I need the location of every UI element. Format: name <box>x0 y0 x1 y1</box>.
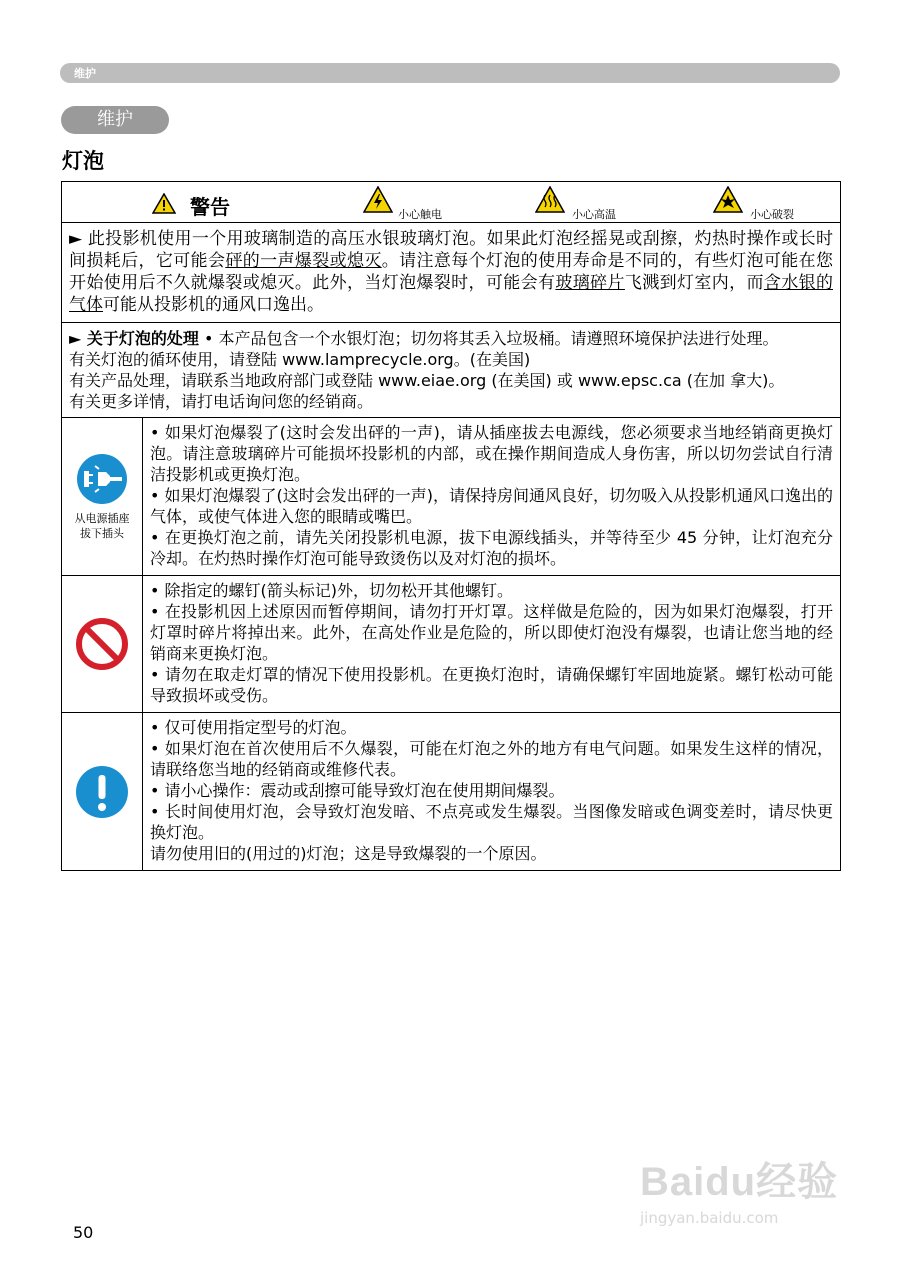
unplug-bullet-1: • 如果灯泡爆裂了(这时会发出砰的一声)，请从插座拔去电源线，您必须要求当地经销商更换灯泡。请注意玻璃碎片可能损坏投影机的内部，或在操作期间造成人身伤害，所以切勿尝试自行清洁投影机或更换灯泡。 <box>150 423 833 484</box>
section-tag: 维护 <box>74 67 96 80</box>
disposal-line: 有关产品处理，请联系当地政府部门或登陆 www.eiae.org (在美国) 或 www.epsc.ca (在加 拿大)。 <box>69 371 785 390</box>
caution-icon-cell <box>62 713 143 871</box>
caution-bullet-1: • 仅可使用指定型号的灯泡。 <box>150 718 357 737</box>
caution-bullet-4: • 长时间使用灯泡，会导致灯泡发暗、不点亮或发生爆裂。当图像发暗或色调变差时，请尽快更换灯泡。 <box>150 802 833 842</box>
page-number: 50 <box>73 1223 94 1242</box>
caution-bullet-5: 请勿使用旧的(用过的)灯泡；这是导致爆裂的一个原因。 <box>150 844 547 863</box>
watermark-url: jingyan.baidu.com <box>640 1209 779 1227</box>
lamp-warning-table <box>61 181 841 871</box>
recycle-line: 有关灯泡的循环使用，请登陆 www.lamprecycle.org。(在美国) <box>69 350 531 369</box>
caution-text-cell <box>143 713 841 871</box>
section-header-bar <box>60 63 840 83</box>
prohibit-bullet-1: • 除指定的螺钉(箭头标记)外，切勿松开其他螺钉。 <box>150 581 514 600</box>
watermark-brand: Baidu经验 <box>640 1160 839 1204</box>
caution-bullet-3: • 请小心操作：震动或刮擦可能导致灯泡在使用期间爆裂。 <box>150 781 565 800</box>
unplug-icon-cell <box>62 418 143 576</box>
disposal-cell <box>62 323 841 418</box>
title-pill: 维护 <box>61 106 169 134</box>
main-warning-cell <box>62 223 841 323</box>
warning-triangle-icon <box>152 193 176 214</box>
electric-shock-icon <box>363 186 393 213</box>
disposal-text: ► 关于灯泡的处理 • 本产品包含一个水银灯泡；切勿将其丢入垃圾桶。请遵照环境保护法进行处理。 有关灯泡的循环使用，请登陆 www.lamprecycle.org。(在美国) 有关产品处理，请联系当地政府部门或登陆 www.eiae.org (在美国) 或 www.epsc.ca (在加 拿大)。 有关更多详情，请打电话询问您的经销商。 <box>69 329 785 411</box>
unplug-bullet-3: • 在更换灯泡之前，请先关闭投影机电源，拔下电源线插头，并等待至少 45 分钟，让灯泡充分冷却。在灼热时操作灯泡可能导致烫伤以及对灯泡的损坏。 <box>150 528 833 568</box>
warning-label: 警告 <box>190 195 230 219</box>
unplug-caption-1: 从电源插座 <box>74 511 130 525</box>
main-warning-text: ► 此投影机使用一个用玻璃制造的高压水银玻璃灯泡。如果此灯泡经摇晃或刮擦，灼热时操作或长时间损耗后，它可能会砰的一声爆裂或熄灭。请注意每个灯泡的使用寿命是不同的，有些灯泡可能在您开始使用后不久就爆裂或熄灭。此外，当灯泡爆裂时，可能会有玻璃碎片飞溅到灯室内，而含水银的气体可能从投影机的通风口逸出。 <box>69 229 834 315</box>
burst-caption: 小心破裂 <box>750 208 794 221</box>
unplug-caption-2: 拔下插头 <box>80 526 124 540</box>
baidu-watermark <box>640 1150 838 1227</box>
exclamation-icon <box>75 765 129 819</box>
prohibition-icon <box>75 617 129 671</box>
prohibit-text-cell <box>143 576 841 713</box>
page-heading: 灯泡 <box>62 149 104 173</box>
prohibit-bullet-3: • 请勿在取走灯罩的情况下使用投影机。在更换灯泡时，请确保螺钉牢固地旋紧。螺钉松动可能导致损坏或受伤。 <box>150 665 833 705</box>
caution-bullet-2: • 如果灯泡在首次使用后不久爆裂，可能在灯泡之外的地方有电气问题。如果发生这样的情况，请联络您当地的经销商或维修代表。 <box>150 739 833 779</box>
shock-caption: 小心触电 <box>398 208 442 221</box>
unplug-bullet-2: • 如果灯泡爆裂了(这时会发出砰的一声)，请保持房间通风良好，切勿吸入从投影机通风口逸出的气体，或使气体进入您的眼睛或嘴巴。 <box>150 486 834 526</box>
details-line: 有关更多详情，请打电话询问您的经销商。 <box>69 392 374 411</box>
prohibit-icon-cell <box>62 576 143 713</box>
unplug-text-cell <box>143 418 841 576</box>
unplug-icon <box>76 453 128 505</box>
warning-symbols-row <box>62 182 841 223</box>
hot-surface-icon <box>535 186 565 213</box>
disposal-heading: ► 关于灯泡的处理 <box>69 329 199 348</box>
hot-caption: 小心高温 <box>572 208 616 221</box>
burst-icon <box>713 186 743 213</box>
prohibit-bullet-2: • 在投影机因上述原因而暂停期间，请勿打开灯罩。这样做是危险的，因为如果灯泡爆裂，打开灯罩时碎片将掉出来。此外，在高处作业是危险的，所以即使灯泡没有爆裂，也请让您当地的经销商来更换灯泡。 <box>150 602 833 663</box>
